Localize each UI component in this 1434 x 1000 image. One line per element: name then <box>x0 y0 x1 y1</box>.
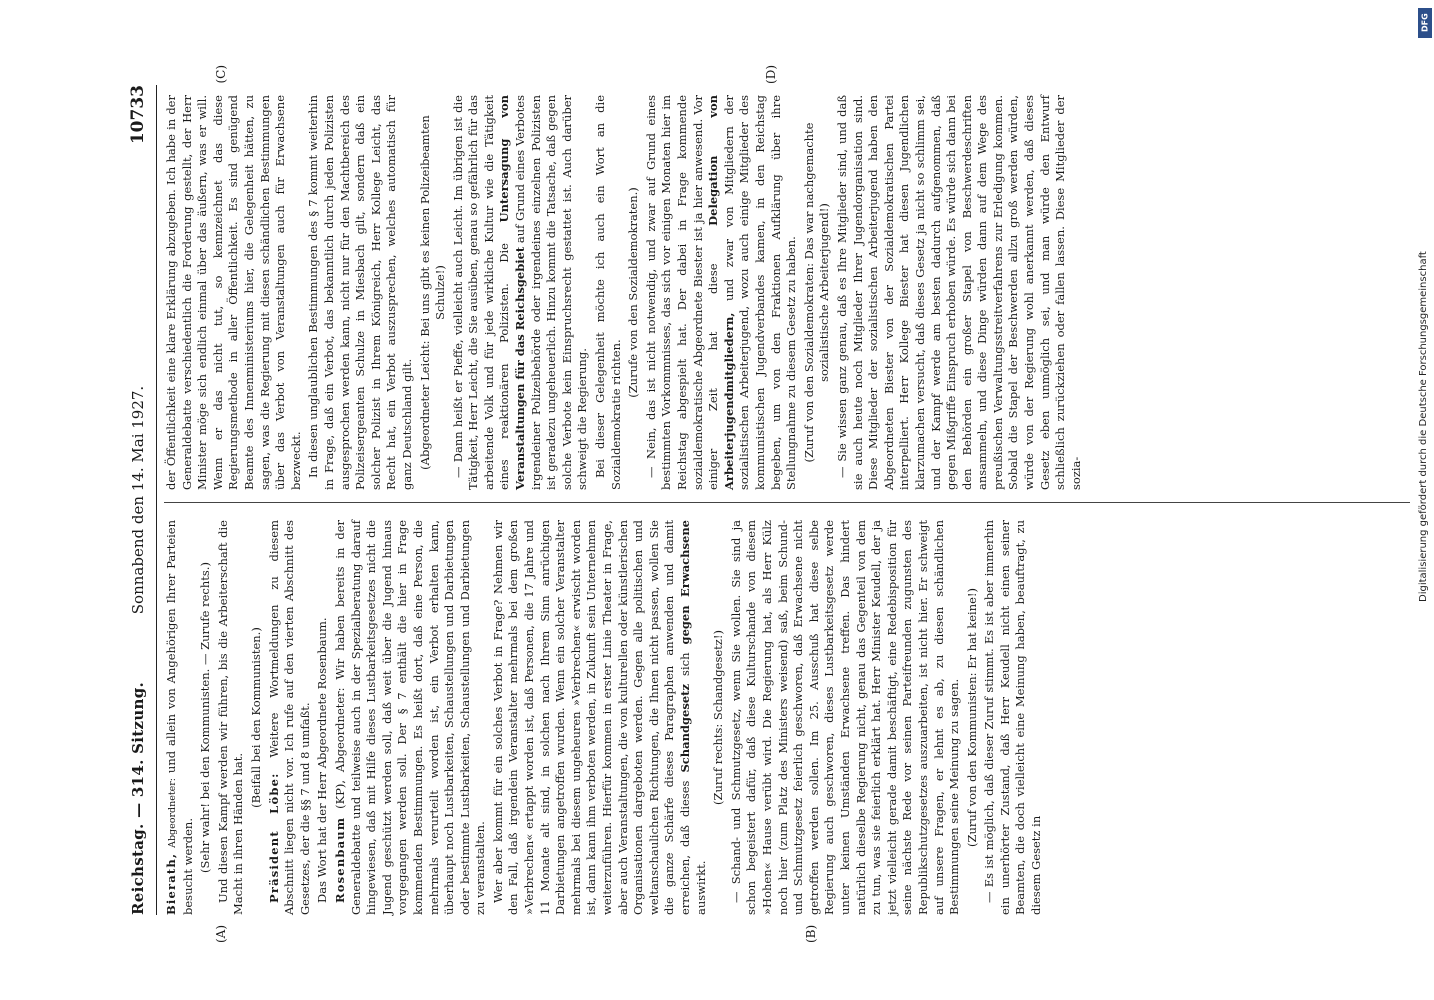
emphasis: gegen Erwachsene <box>678 519 692 645</box>
paragraph-text: — Nein, das ist nicht notwendig, und zwar auf Grund eines bestimmten Vorkommnisses, das sich vor einigen Monaten hier im Reichstag abgespielt hat. Der dabei in Frage kommende sozialdemokratische Abgeordnete Biester ist ja hier anwesend. Vor einiger Zeit hat diese <box>643 95 721 490</box>
emphasis: Delegation von Arbeiterjugendmitgliedern, <box>706 94 736 490</box>
paragraph: — Es ist möglich, daß dieser Zuruf stimmt. Es ist aber immerhin ein unerhörter Zustand, daß Herr Keudell nicht einen seiner Beamten, die doch vielleicht eine Meinung haben, beauftragt, zu diesem Gesetz in <box>982 520 1044 915</box>
paragraph <box>164 520 196 915</box>
paragraph <box>491 520 709 915</box>
margin-marker-a: (A) <box>214 924 228 943</box>
paragraph <box>267 520 314 915</box>
paragraph-text: Weitere Wortmeldungen zu diesem Abschnitt liegen nicht vor. Ich rufe auf den vierten Abschnitt des Gesetzes, der die §§ 7 und 8 umfaßt. <box>266 520 312 915</box>
speaker-note: Abgeordneter: <box>167 777 178 848</box>
margin-marker-d: (D) <box>764 65 778 84</box>
margin-marker-c: (C) <box>214 65 228 84</box>
paragraph-text: auf Grund eines Verbotes irgendeiner Polizeibehörde oder irgendeines einzelnen Polizisten ist geradezu ungeheuerlich. Hinzu kommt die Tatsache, daß gegen solche Verbote kein Einspruchsrecht gestattet ist. Auch darüber schweigt die Regierung. <box>513 94 590 490</box>
paragraph-text: (KP), Abgeordneter: Wir haben bereits in der Generaldebatte und teilweise auch in der Spezialberatung darauf hingewiesen, daß mit Hilfe dieses Lustbarkeitsgesetzes nicht die Jugend geschützt werden soll, daß weit über die Jugend hinaus vorgegangen werden soll. Der § 7 enthält die hier in Frage kommenden Bestimmungen. Es heißt dort, daß eine Person, die mehrmals verurteilt worden ist, ein Verbot erhalten kann, überhaupt noch Lustbarkeiten, Schaustellungen und Darbietungen oder bestimmte Lustbarkeiten, Schaustellungen und Darbietungen zu veranstalten. <box>332 519 488 915</box>
paragraph: der Öffentlichkeit eine klare Erklärung abzugeben. Ich habe in der Generaldebatte verschiedentlich die Forderung gestellt, der Herr Minister möge sich endlich einmal über das äußern, was er will. Wenn er das nicht tut, so kennzeichnet das diese Regierungsmethode in aller Öffentlichkeit. Es sind genügend Beamte des Innenministeriums hier, die Gelegenheit hätten, zu sagen, was die Regierung mit diesen schändlichen Bestimmungen über das Verbot von Veranstaltungen auch für Erwachsene bezweckt. <box>164 95 303 490</box>
paragraph <box>644 95 800 490</box>
paragraph <box>333 520 489 915</box>
interjection: (Zuruf von den Kommunisten: Er hat keine!) <box>964 587 979 848</box>
header-left: Reichstag. — 314. Sitzung. <box>129 681 147 915</box>
paragraph: Bei dieser Gelegenheit möchte ich auch ein Wort an die Sozialdemokratie richten. <box>593 95 623 490</box>
left-column <box>164 519 1410 943</box>
paragraph-text: — Dann heißt er Pieffe, vielleicht auch Leicht. Im übrigen ist die Tätigkeit, Herr Leicht, die Sie ausüben, genau so gefährlich für das arbeitende Volk und für jede wirkliche Kultur wie die Tätigkeit eines reaktionären Polizisten. Die <box>450 95 512 490</box>
paragraph-text: auswirkt. <box>693 860 708 915</box>
paragraph-text: und zwar von Mitgliedern der sozialistischen Arbeiterjugend, wozu auch einige Mitglieder des kommunistischen Jugendverbandes kamen, in den Reichstag begeben, um von den Fraktionen Aufklärung über ihre Stellungnahme zu diesem Gesetz zu haben. <box>721 94 799 490</box>
interjection: (Zuruf von den Sozialdemokraten: Das war nachgemachte sozialistische Arbeiterjugend!) <box>801 122 832 463</box>
interjection: (Sehr wahr! bei den Kommunisten. — Zurufe rechts.) <box>198 562 213 873</box>
column-divider <box>164 502 1410 503</box>
paragraph: — Schand- und Schmutzgesetz, wenn Sie wollen. Sie sind ja schon begeistert dafür, daß diese Kulturschande von diesem »Hohen« Hause verübt wird. Die Regierung hat, als Herr Külz noch hier (zum Platz des Ministers weisend) saß, beim Schund- und Schmutzgesetz feierlich geschworen, daß Erwachsene nicht getroffen werden sollen. Im 25. Ausschuß hat diese selbe Regierung auch geschworen, dieses Lustbarkeitsgesetz werde unter keinen Umständen Erwachsene treffen. Das hindert natürlich dieselbe Regierung nicht, genau das Gegenteil von dem zu tun, was sie feierlich erklärt hat. Herr Minister Keudell, der ja jetzt vielleicht gerade damit beschäftigt, eine Redebisposition für seine nächste Rede vor seinen Parteifreunden zugunsten des Republikschutzgesetzes auszuarbeiten, ist nicht hier. Er schweigt auf unsere Fragen, er lehnt es ab, zu diesen schändlichen Bestimmungen seine Meinung zu sagen. <box>728 520 962 915</box>
speaker-name: Rosenbaum <box>332 816 347 903</box>
paragraph: Das Wort hat der Herr Abgeordnete Rosenbaum. <box>315 617 330 903</box>
emphasis: Schandgesetz <box>678 684 692 773</box>
interjection: (Zuruf rechts: Schandgesetz!) <box>711 630 726 805</box>
header-date: Sonnabend den 14. Mai 1927. <box>129 385 147 615</box>
interjection: (Abgeordneter Leicht: Bei uns gibt es keinen Polizeibeamten Schulze!) <box>417 115 448 470</box>
interjection: (Zurufe von den Sozialdemokraten.) <box>626 187 641 398</box>
funding-credit <box>1418 8 1432 998</box>
paragraph: In diesen unglaublichen Bestimmungen des § 7 kommt weiterhin in Frage, daß ein Verbot, das bekanntlich durch jeden Polizisten ausgesprochen werden kann, nicht nur für den Machtbereich des Polizeisergeanten Schulze in Miesbach gilt, sondern daß ein solcher Polizist in Ihrem Königreich, Herr Kollege Leicht, das Recht hat, ein Verbot auszusprechen, welches automatisch für ganz Deutschland gilt. <box>306 95 414 490</box>
paragraph <box>451 95 591 490</box>
rotated-page <box>120 65 1410 943</box>
dfg-logo: DFG <box>1418 8 1432 38</box>
paragraph-text: sich <box>678 652 692 676</box>
speaker-name: Präsident Löbe: <box>266 772 281 903</box>
paragraph-text: und allein von Angehörigen Ihrer Parteien besucht werden. <box>164 519 195 915</box>
page-number: 10733 <box>128 85 148 145</box>
interjection: (Beifall bei den Kommunisten.) <box>248 627 263 808</box>
paragraph-text: Wer aber kommt für ein solches Verbot in Frage? Nehmen wir den Fall, daß irgendein Veranstalter mehrmals bei dem großen »Verbrechen« ertappt worden ist, daß Personen, die 17 Jahre und 11 Monate alt sind, in solchen nach Ihrem Sinn anrüchigen Darbietungen angetroffen wurden. Wenn ein solcher Veranstalter mehrmals bei diesem ungeheuren »Verbrechen« erwischt worden ist, dann kann ihm verboten werden, in Zukunft sein Unternehmen weiterzuführen. Hierfür kommen in erster Linie Theater in Frage, aber auch Veranstaltungen, die von kulturellen oder künstlerischen Organisationen dargeboten werden. Gegen alle politischen und weltanschaulichen Richtungen, die Ihnen nicht passen, wollen Sie die ganze Schärfe dieses Paragraphen anwenden und damit erreichen, daß dieses <box>490 520 692 915</box>
page-header <box>120 85 157 915</box>
emphasis: Untersagung von Veranstaltungen für das Reichsgebiet <box>497 95 528 490</box>
margin-marker-b: (B) <box>804 924 818 943</box>
paragraph: Und diesen Kampf werden wir führen, bis die Arbeiterschaft die Macht in ihren Händen hat. <box>215 520 246 915</box>
right-column <box>164 65 1410 490</box>
credit-text: Digitalisierung gefördert durch die Deutsche Forschungsgemeinschaft <box>1418 251 1429 602</box>
paragraph: — Sie wissen ganz genau, daß es Ihre Mitglieder sind, und daß sie auch heute noch Mitglieder Ihrer Jugendorganisation sind. Diese Mitglieder der sozialistischen Arbeiterjugend haben den Abgeordneten Biester von der Sozialdemokratischen Partei interpelliert. Herr Kollege Biester hat diesen Jugendlichen klarzumachen versucht, daß dieses Gesetz ja nicht so schlimm sei, und der Kampf werde am besten dadurch aufgenommen, daß gegen Mißgriffe Einspruch erhoben würde. Es würde sich dann bei den Behörden ein großer Stapel von Beschwerdeschriften ansammeln, und diese Dinge würden dann auf dem Wege des preußischen Verwaltungsstreitverfahrens zur Erledigung kommen. Sobald die Stapel der Beschwerden allzu groß werden würden, würde von der Regierung wohl anerkannt werden, daß dieses Gesetz eben unmöglich sei, und man würde den Entwurf schließlich zurückziehen oder fallen lassen. Diese Mitglieder der sozia- <box>834 95 1083 490</box>
speaker-name: Bierath, <box>164 852 178 915</box>
